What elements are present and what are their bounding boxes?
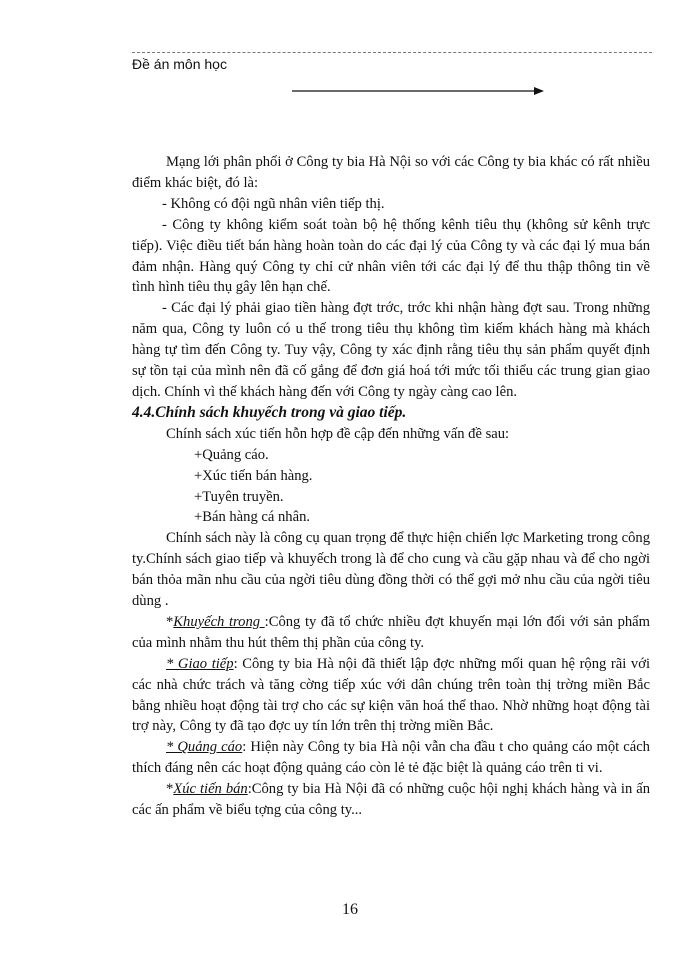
paragraph-policy: Chính sách này là công cụ quan trọng để thực hiện chiến lợc Marketing trong công ty.Chính sách giao tiếp và khuyếch trong là để cho cung và cầu gặp nhau và để cho ngời bán thỏa mãn nhu cầu của ngời tiêu dùng đồng thời có thể gợi mở nhu cầu của ngời tiêu dùng .	[132, 530, 650, 610]
paragraph-bullet-3: - Các đại lý phải giao tiền hàng đợt trớc, trớc khi nhận hàng đợt sau. Trong những năm qua, Công ty luôn có u thế trong tiêu thụ không tìm kiếm khách hàng mà khách hàng tự tìm đến Công ty. Tuy vậy, Công ty xác định rằng tiêu thụ sản phẩm quyết định sự tồn tại của mình nên đã cố gắng để đơn giá hoá tới mức tối thiểu các trung gian giao dịch. Chính vì thế khách hàng đến với Công ty ngày càng cao lên.	[132, 300, 650, 400]
paragraph-bullet-2: - Công ty không kiểm soát toàn bộ hệ thống kênh tiêu thụ (không sử kênh trực tiếp). Việc điều tiết bán hàng hoàn toàn do các đại lý của Công ty và các đại lý mua bán đảm nhận. Hàng quý Công ty chỉ cử nhân viên tới các đại lý để thu thập thông tin về tình hình tiêu thụ gây lên hạn chế.	[132, 216, 650, 296]
paragraph-giao-tiep	[132, 654, 650, 738]
document-body	[132, 152, 650, 821]
header-arrow-icon	[292, 84, 544, 98]
label-giao-tiep: * Giao tiếp	[166, 655, 234, 672]
paragraph-khuyech-trong: *Khuyếch trong :Công ty đã tổ chức nhiều đợt khuyến mại lớn đối với sản phẩm của mình nhằm thu hút thêm thị phần của công ty.	[132, 613, 650, 651]
text-khuyech-trong: :Công ty đã tổ chức nhiều đợt khuyến mại lớn đối với sản phẩm của mình nhằm thu hút thêm thị phần của công ty.	[132, 613, 650, 651]
label-quang-cao: * Quảng cáo	[166, 739, 243, 756]
section-heading: 4.4.Chính sách khuyếch trong và giao tiếp.	[132, 403, 407, 421]
list-item: +Tuyên truyền.	[194, 488, 284, 505]
paragraph-intro: Mạng lới phân phối ở Công ty bia Hà Nội so với các Công ty bia khác có rất nhiều điểm khác biệt, đó là:	[132, 154, 650, 191]
label-khuyech-trong: Khuyếch trong	[173, 613, 265, 630]
text-giao-tiep: : Công ty bia Hà nội đã thiết lập đợc những mối quan hệ rộng rãi với các nhà chức trách và tăng cờng tiếp xúc với dân chúng trên toàn thị trờng miền Bắc bằng nhiều hoạt động tài trợ cho các sự kiện văn hoá thể thao. Nhờ những hoạt động tài trợ này, Công ty đã tạo đợc uy tín lớn trên thị trờng miền Bắc.	[132, 655, 650, 735]
label-xuc-tien-ban: Xúc tiến bán	[173, 781, 248, 798]
list-item: +Xúc tiến bán hàng.	[194, 467, 313, 484]
list-item: +Quảng cáo.	[194, 446, 269, 463]
text-xuc-tien-ban: :Công ty bia Hà Nội đã có những cuộc hội nghị khách hàng và in ấn các ấn phẩm về biểu tợng của công ty...	[132, 781, 650, 819]
list-item: +Bán hàng cá nhân.	[194, 509, 311, 526]
paragraph-promotion-intro: Chính sách xúc tiến hỗn hợp đề cập đến những vấn đề sau:	[166, 425, 510, 442]
paragraph-bullet-1: - Không có đội ngũ nhân viên tiếp thị.	[162, 195, 385, 212]
page-number: 16	[342, 901, 358, 918]
paragraph-quang-cao	[132, 737, 650, 779]
text-quang-cao: : Hiện này Công ty bia Hà nội vẫn cha đầu t cho quảng cáo một cách thích đáng nên các hoạt động quảng cáo còn lẻ tẻ đặc biệt là quảng cáo trên ti vi.	[132, 739, 650, 777]
header-rule	[132, 52, 652, 53]
header-title: Đề án môn học	[132, 56, 227, 72]
paragraph-xuc-tien-ban: *Xúc tiến bán:Công ty bia Hà Nội đã có những cuộc hội nghị khách hàng và in ấn các ấn phẩm về biểu tợng của công ty...	[132, 781, 650, 819]
